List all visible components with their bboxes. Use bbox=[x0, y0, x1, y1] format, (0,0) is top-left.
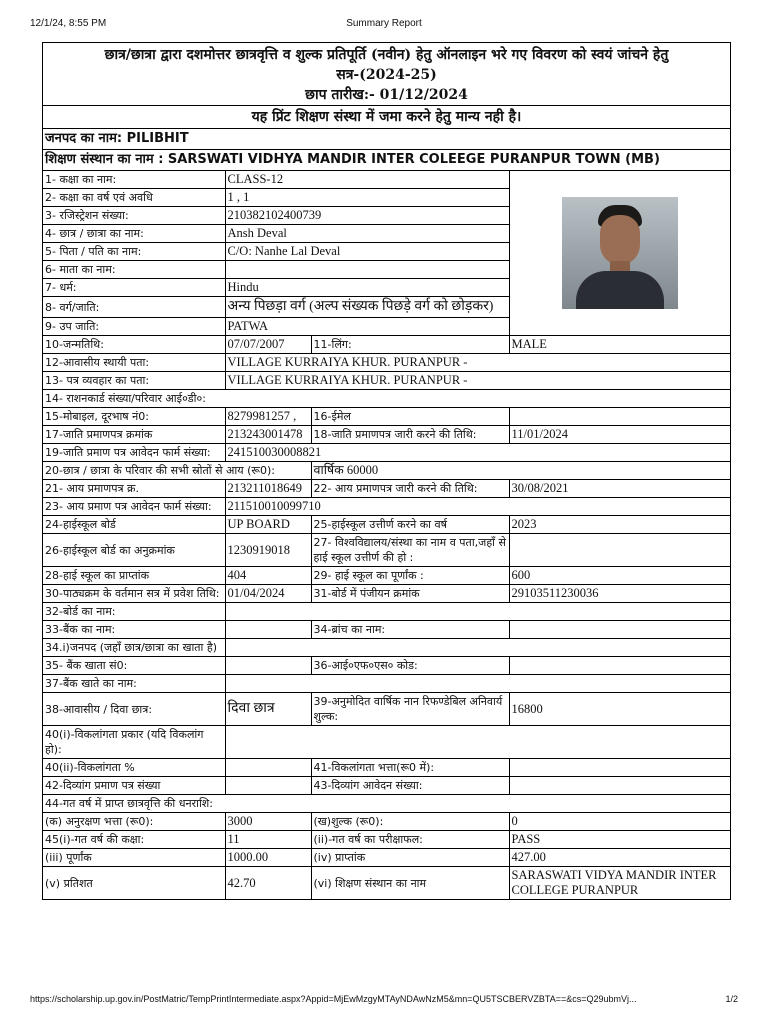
print-datetime: 12/1/24, 8:55 PM bbox=[30, 18, 107, 29]
field-label: 26-हाईस्कूल बोर्ड का अनुक्रमांक bbox=[43, 534, 225, 567]
field-label: 6- माता का नाम: bbox=[43, 261, 225, 279]
table-row bbox=[43, 408, 730, 426]
table-row bbox=[43, 390, 730, 408]
field-label: 42-दिव्यांग प्रमाण पत्र संख्या bbox=[43, 777, 225, 795]
field-label: 11-लिंग: bbox=[311, 336, 509, 354]
field-value bbox=[509, 657, 730, 675]
field-value: 11 bbox=[225, 831, 311, 849]
field-label: 20-छात्र / छात्रा के परिवार की सभी स्रोतों से आय (रू0): bbox=[43, 462, 311, 480]
field-label: 16-ईमेल bbox=[311, 408, 509, 426]
field-label: 34.i)जनपद (जहाँ छात्र/छात्रा का खाता है) bbox=[43, 639, 225, 657]
field-value bbox=[509, 759, 730, 777]
field-value: 01/04/2024 bbox=[225, 585, 311, 603]
field-value bbox=[509, 621, 730, 639]
field-label: 32-बोर्ड का नाम: bbox=[43, 603, 225, 621]
field-value: C/O: Nanhe Lal Deval bbox=[225, 243, 509, 261]
field-label: 3- रजिस्ट्रेशन संख्या: bbox=[43, 207, 225, 225]
field-label: 30-पाठ्यक्रम के वर्तमान सत्र में प्रवेश तिथि: bbox=[43, 585, 225, 603]
field-label: 23- आय प्रमाण पत्र आवेदन फार्म संख्या: bbox=[43, 498, 225, 516]
field-label: (क) अनुरक्षण भत्ता (रू0): bbox=[43, 813, 225, 831]
field-value: 3000 bbox=[225, 813, 311, 831]
field-value bbox=[225, 603, 730, 621]
field-value: PATWA bbox=[225, 318, 509, 336]
table-row bbox=[43, 372, 730, 390]
table-row bbox=[43, 693, 730, 726]
field-value: 1 , 1 bbox=[225, 189, 509, 207]
field-label: 28-हाई स्कूल का प्राप्तांक bbox=[43, 567, 225, 585]
field-label: 4- छात्र / छात्रा का नाम: bbox=[43, 225, 225, 243]
field-label: 37-बैंक खाते का नाम: bbox=[43, 675, 225, 693]
table-row bbox=[43, 480, 730, 498]
field-label: (ख)शुल्क (रू0): bbox=[311, 813, 509, 831]
field-value: SARASWATI VIDYA MANDIR INTER COLLEGE PURANPUR bbox=[509, 867, 730, 900]
field-value: 210382102400739 bbox=[225, 207, 509, 225]
report-document bbox=[42, 42, 731, 900]
table-row bbox=[43, 795, 730, 813]
student-photo bbox=[562, 197, 678, 309]
table-row bbox=[43, 675, 730, 693]
field-value: वार्षिक 60000 bbox=[311, 462, 730, 480]
field-value: 211510010099710 bbox=[225, 498, 730, 516]
field-value: MALE bbox=[509, 336, 730, 354]
field-value: VILLAGE KURRAIYA KHUR. PURANPUR - bbox=[225, 372, 730, 390]
table-row bbox=[43, 849, 730, 867]
field-value: 404 bbox=[225, 567, 311, 585]
field-label: 34-ब्रांच का नाम: bbox=[311, 621, 509, 639]
details-table bbox=[43, 171, 730, 899]
field-value bbox=[509, 777, 730, 795]
table-row bbox=[43, 336, 730, 354]
field-label: 25-हाईस्कूल उत्तीर्ण करने का वर्ष bbox=[311, 516, 509, 534]
field-value: दिवा छात्र bbox=[225, 693, 311, 726]
field-label: 12-आवासीय स्थायी पता: bbox=[43, 354, 225, 372]
print-header bbox=[30, 18, 738, 32]
field-label: 19-जाति प्रमाण पत्र आवेदन फार्म संख्या: bbox=[43, 444, 225, 462]
report-heading: छात्र/छात्रा द्वारा दशमोत्तर छात्रवृत्ति व शुल्क प्रतिपूर्ति (नवीन) हेतु ऑनलाइन भरे गए विवरण को स्वयं जांचने हेतु bbox=[104, 47, 669, 63]
field-value: 1000.00 bbox=[225, 849, 311, 867]
field-label: 13- पत्र व्यवहार का पता: bbox=[43, 372, 225, 390]
field-value: 8279981257 , bbox=[225, 408, 311, 426]
table-row bbox=[43, 867, 730, 900]
field-label: 8- वर्ग/जाति: bbox=[43, 297, 225, 318]
district-name: जनपद का नाम: PILIBHIT bbox=[43, 129, 730, 150]
photo-cell bbox=[509, 171, 730, 336]
field-label: (v) प्रतिशत bbox=[43, 867, 225, 900]
print-title: Summary Report bbox=[346, 18, 422, 29]
field-value: CLASS-12 bbox=[225, 171, 509, 189]
table-row bbox=[43, 498, 730, 516]
field-value bbox=[225, 639, 730, 657]
field-label: 36-आई०एफ०एस० कोड: bbox=[311, 657, 509, 675]
field-value: Ansh Deval bbox=[225, 225, 509, 243]
field-value: Hindu bbox=[225, 279, 509, 297]
field-label: (iii) पूर्णांक bbox=[43, 849, 225, 867]
field-value: 07/07/2007 bbox=[225, 336, 311, 354]
field-label: 29- हाई स्कूल का पूर्णांक : bbox=[311, 567, 509, 585]
table-row bbox=[43, 813, 730, 831]
table-row bbox=[43, 567, 730, 585]
field-value: 600 bbox=[509, 567, 730, 585]
field-label: 21- आय प्रमाणपत्र क्र. bbox=[43, 480, 225, 498]
field-label: 31-बोर्ड में पंजीयन क्रमांक bbox=[311, 585, 509, 603]
field-label: 40(ii)-विकलांगता % bbox=[43, 759, 225, 777]
field-label: 14- राशनकार्ड संख्या/परिवार आई०डी०: bbox=[43, 390, 730, 408]
field-label: (vi) शिक्षण संस्थान का नाम bbox=[311, 867, 509, 900]
field-value bbox=[225, 621, 311, 639]
field-value bbox=[225, 657, 311, 675]
field-value: 16800 bbox=[509, 693, 730, 726]
field-label: (iv) प्राप्तांक bbox=[311, 849, 509, 867]
table-row bbox=[43, 603, 730, 621]
field-value: 213243001478 bbox=[225, 426, 311, 444]
field-label: (ii)-गत वर्ष का परीक्षाफल: bbox=[311, 831, 509, 849]
table-row bbox=[43, 726, 730, 759]
table-row bbox=[43, 759, 730, 777]
table-row bbox=[43, 426, 730, 444]
field-label: 10-जन्मतिथि: bbox=[43, 336, 225, 354]
field-label: 9- उप जाति: bbox=[43, 318, 225, 336]
session-label: सत्र-(2024-25) bbox=[336, 67, 437, 83]
field-value bbox=[509, 408, 730, 426]
table-row bbox=[43, 354, 730, 372]
table-row bbox=[43, 585, 730, 603]
field-value: 29103511230036 bbox=[509, 585, 730, 603]
page-number: 1/2 bbox=[725, 994, 738, 1004]
field-value: अन्य पिछड़ा वर्ग (अल्प संख्यक पिछड़े वर्ग को छोड़कर) bbox=[225, 297, 509, 318]
table-row bbox=[43, 462, 730, 480]
table-row bbox=[43, 444, 730, 462]
table-row bbox=[43, 516, 730, 534]
table-row bbox=[43, 657, 730, 675]
table-row bbox=[43, 777, 730, 795]
page-url[interactable]: https://scholarship.up.gov.in/PostMatric/TempPrintIntermediate.aspx?Appid=MjEwMzgyMTAyNDAwNzM5&mn=QU5TSCBERVZBTA==&cs=Q29ubmVj... bbox=[30, 994, 637, 1004]
institute-name: शिक्षण संस्थान का नाम : SARSWATI VIDHYA MANDIR INTER COLEEGE PURANPUR TOWN (MB) bbox=[43, 150, 730, 171]
field-label: 22- आय प्रमाणपत्र जारी करने की तिथि: bbox=[311, 480, 509, 498]
field-label: 5- पिता / पति का नाम: bbox=[43, 243, 225, 261]
field-value: 42.70 bbox=[225, 867, 311, 900]
field-value bbox=[509, 534, 730, 567]
field-label: 40(i)-विकलांगता प्रकार (यदि विकलांग हो): bbox=[43, 726, 225, 759]
table-row bbox=[43, 171, 730, 189]
field-label: 44-गत वर्ष में प्राप्त छात्रवृत्ति की धनराशि: bbox=[43, 795, 730, 813]
field-label: 15-मोबाइल, दूरभाष नं0: bbox=[43, 408, 225, 426]
field-label: 41-विकलांगता भत्ता(रू0 में): bbox=[311, 759, 509, 777]
field-label: 18-जाति प्रमाणपत्र जारी करने की तिथि: bbox=[311, 426, 509, 444]
field-value bbox=[225, 675, 730, 693]
field-value: 241510030008821 bbox=[225, 444, 730, 462]
field-label: 2- कक्षा का वर्ष एवं अवधि bbox=[43, 189, 225, 207]
field-value: 213211018649 bbox=[225, 480, 311, 498]
field-value: 1230919018 bbox=[225, 534, 311, 567]
table-row bbox=[43, 831, 730, 849]
field-label: 24-हाईस्कूल बोर्ड bbox=[43, 516, 225, 534]
table-row bbox=[43, 621, 730, 639]
validity-notice: यह प्रिंट शिक्षण संस्था में जमा करने हेतु मान्य नही है। bbox=[43, 106, 730, 129]
field-label: 33-बैंक का नाम: bbox=[43, 621, 225, 639]
field-label: 17-जाति प्रमाणपत्र क्रमांक bbox=[43, 426, 225, 444]
print-date-label: छाप तारीख:- 01/12/2024 bbox=[43, 85, 730, 106]
field-value: 0 bbox=[509, 813, 730, 831]
field-label: 35- बैंक खाता सं0: bbox=[43, 657, 225, 675]
field-label: 1- कक्षा का नाम: bbox=[43, 171, 225, 189]
field-value: 427.00 bbox=[509, 849, 730, 867]
print-footer bbox=[30, 994, 738, 1008]
field-value: 11/01/2024 bbox=[509, 426, 730, 444]
field-value: PASS bbox=[509, 831, 730, 849]
field-label: 45(i)-गत वर्ष की कक्षा: bbox=[43, 831, 225, 849]
table-row bbox=[43, 639, 730, 657]
field-value: 30/08/2021 bbox=[509, 480, 730, 498]
field-value: VILLAGE KURRAIYA KHUR. PURANPUR - bbox=[225, 354, 730, 372]
field-value bbox=[225, 777, 311, 795]
field-value bbox=[225, 261, 509, 279]
field-label: 39-अनुमोदित वार्षिक नान रिफण्डेबिल अनिवार्य शुल्क: bbox=[311, 693, 509, 726]
field-value bbox=[225, 726, 730, 759]
table-row bbox=[43, 534, 730, 567]
field-label: 43-दिव्यांग आवेदन संख्या: bbox=[311, 777, 509, 795]
field-value: UP BOARD bbox=[225, 516, 311, 534]
field-label: 7- धर्म: bbox=[43, 279, 225, 297]
field-label: 27- विश्वविद्यालय/संस्था का नाम व पता,जहाँ से हाई स्कूल उत्तीर्ण की हो : bbox=[311, 534, 509, 567]
field-value: 2023 bbox=[509, 516, 730, 534]
field-label: 38-आवासीय / दिवा छात्र: bbox=[43, 693, 225, 726]
field-value bbox=[225, 759, 311, 777]
